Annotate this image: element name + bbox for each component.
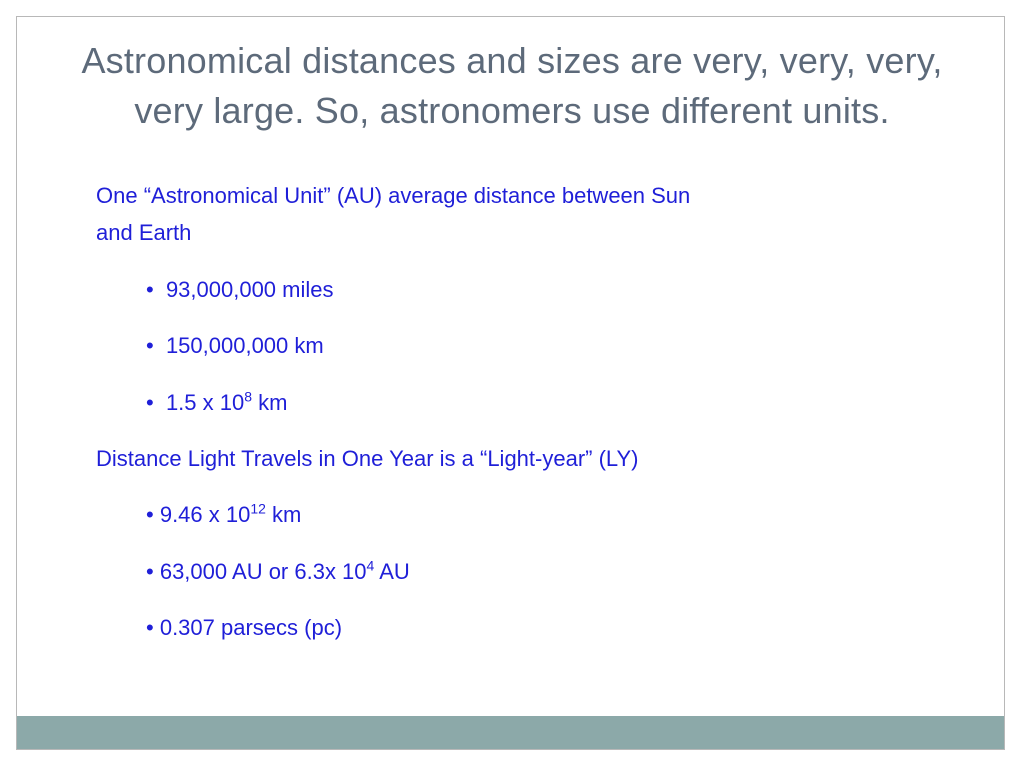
exponent: 8 bbox=[244, 388, 253, 405]
bullet-dot: • bbox=[146, 390, 154, 415]
title-line-1: Astronomical distances and sizes are very, very, very, bbox=[81, 40, 943, 81]
exponent: 12 bbox=[250, 500, 266, 517]
au-bullet-km bbox=[146, 327, 324, 364]
ly-bullet-km-text: 9.46 x 10 bbox=[159, 502, 251, 527]
title-line-2: very large. So, astronomers use different units. bbox=[134, 90, 890, 131]
bullet-dot: • bbox=[146, 559, 154, 584]
au-bullet-km-text: 150,000,000 km bbox=[165, 333, 324, 358]
ly-bullet-parsecs bbox=[146, 609, 342, 646]
bullet-dot: • bbox=[146, 615, 154, 640]
au-heading-line-1: One “Astronomical Unit” (AU) average distance between Sun bbox=[96, 183, 691, 208]
unit-suffix: km bbox=[252, 390, 288, 415]
bullet-dot: • bbox=[146, 333, 154, 358]
ly-bullet-au bbox=[146, 553, 410, 590]
ly-heading: Distance Light Travels in One Year is a “Light-year” (LY) bbox=[96, 446, 639, 471]
au-bullet-sci-text: 1.5 x 10 bbox=[165, 390, 245, 415]
bullet-dot: • bbox=[146, 277, 154, 302]
au-heading-line-2: and Earth bbox=[96, 220, 192, 245]
au-bullet-miles-text: 93,000,000 miles bbox=[165, 277, 334, 302]
unit-suffix: km bbox=[265, 502, 302, 527]
footer-bar bbox=[17, 716, 1004, 749]
au-bullet-sci bbox=[146, 384, 287, 421]
unit-suffix: AU bbox=[374, 559, 410, 584]
exponent: 4 bbox=[366, 557, 375, 574]
ly-bullet-parsecs-text: 0.307 parsecs (pc) bbox=[159, 615, 343, 640]
slide-title bbox=[20, 36, 1004, 136]
bullet-dot: • bbox=[146, 502, 154, 527]
ly-bullet-au-text: 63,000 AU or 6.3x 10 bbox=[159, 559, 367, 584]
ly-bullet-km bbox=[146, 496, 301, 533]
au-heading bbox=[96, 177, 690, 251]
au-bullet-miles bbox=[146, 271, 334, 308]
